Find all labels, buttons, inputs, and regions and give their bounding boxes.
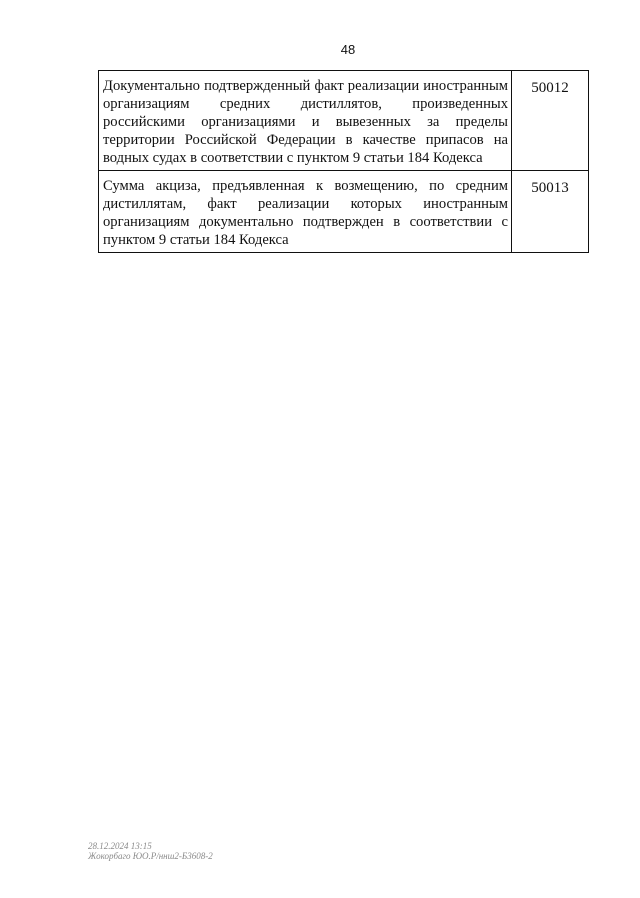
table-row	[99, 171, 589, 253]
page-number: 48	[340, 42, 356, 57]
row-code: 50013	[512, 171, 589, 253]
codes-table	[98, 70, 589, 253]
footer-timestamp: 28.12.2024 13:15	[88, 841, 152, 851]
document-footer-stamp	[88, 841, 213, 861]
table-row	[99, 71, 589, 171]
footer-doc-reference: Жокорбаго ЮО.Р/ннш2-Б3608-2	[88, 851, 213, 861]
row-code: 50012	[512, 71, 589, 171]
row-description: Сумма акциза, предъявленная к возмещению, по средним дистиллятам, факт реализации которых иностранным организациям документально подтвержден в соответствии с пунктом 9 статьи 184 Кодекса	[99, 171, 512, 253]
row-description: Документально подтвержденный факт реализации иностранным организациям средних дистиллятов, произведенных российскими организациями и вывезенных за пределы территории Российской Федерации в качестве припасов на водных судах в соответствии с пунктом 9 статьи 184 Кодекса	[99, 71, 512, 171]
